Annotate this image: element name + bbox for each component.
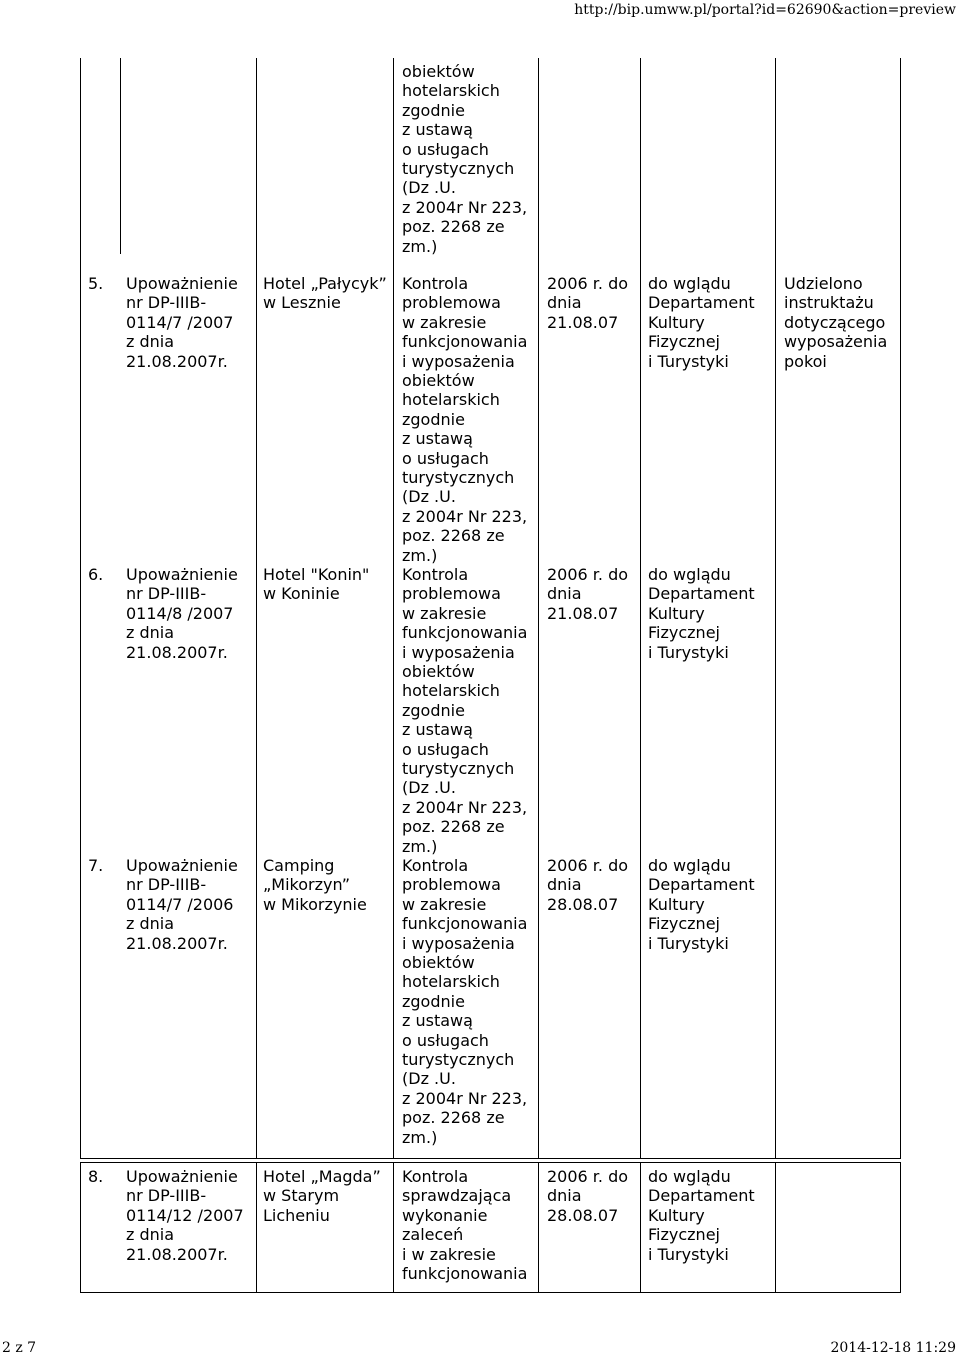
table-border <box>640 1162 641 1292</box>
table-border <box>538 58 539 1158</box>
table-border <box>538 1162 539 1292</box>
row-number: 6. <box>88 565 104 584</box>
notes-cell: Udzielono instruktażu dotyczącego wyposażenia pokoi <box>784 274 888 371</box>
page-counter: 2 z 7 <box>2 1340 37 1356</box>
recipient-cell: do wglądu Departament Kultury Fizycznej i Turystyki <box>648 856 755 953</box>
page-url: http://bip.umww.pl/portal?id=62690&action=preview <box>574 2 956 18</box>
table-border <box>120 58 121 254</box>
authorization-cell: Upoważnienie nr DP-IIIB- 0114/8 /2007 z dnia 21.08.2007r. <box>126 565 238 662</box>
row-number: 8. <box>88 1167 104 1186</box>
scope-cell: Kontrola problemowa w zakresie funkcjonowania i wyposażenia obiektów hotelarskich zgodnie z ustawą o usługach turystycznych (Dz .U. z 2004r Nr 223, poz. 2268 ze zm.) <box>402 565 528 856</box>
entity-cell: Hotel „Magda” w Starym Licheniu <box>263 1167 381 1225</box>
table-border <box>80 1162 81 1292</box>
print-datetime: 2014-12-18 11:29 <box>830 1340 956 1356</box>
table-border <box>775 1162 776 1292</box>
table-border <box>900 1162 901 1292</box>
authorization-cell: Upoważnienie nr DP-IIIB- 0114/12 /2007 z dnia 21.08.2007r. <box>126 1167 244 1264</box>
table-border <box>80 1162 901 1163</box>
row-number: 7. <box>88 856 104 875</box>
entity-cell: Hotel "Konin" w Koninie <box>263 565 370 604</box>
scope-cell: Kontrola problemowa w zakresie funkcjonowania i wyposażenia obiektów hotelarskich zgodnie z ustawą o usługach turystycznych (Dz .U. z 2004r Nr 223, poz. 2268 ze zm.) <box>402 856 528 1147</box>
period-cell: 2006 r. do dnia 28.08.07 <box>547 1167 629 1225</box>
authorization-cell: Upoważnienie nr DP-IIIB- 0114/7 /2007 z dnia 21.08.2007r. <box>126 274 238 371</box>
table-border <box>80 1158 901 1159</box>
table-border <box>900 58 901 1158</box>
table-border <box>393 1162 394 1292</box>
period-cell: 2006 r. do dnia 28.08.07 <box>547 856 629 914</box>
table-border <box>640 58 641 1158</box>
table-border <box>256 1162 257 1292</box>
period-cell: 2006 r. do dnia 21.08.07 <box>547 565 629 623</box>
table-border <box>80 58 81 1158</box>
table-border <box>393 58 394 1158</box>
scope-cell-continued: obiektów hotelarskich zgodnie z ustawą o usługach turystycznych (Dz .U. z 2004r Nr 223, poz. 2268 ze zm.) <box>402 62 528 256</box>
table-border <box>775 58 776 1158</box>
entity-cell: Camping „Mikorzyn” w Mikorzynie <box>263 856 367 914</box>
scope-cell: Kontrola problemowa w zakresie funkcjonowania i wyposażenia obiektów hotelarskich zgodnie z ustawą o usługach turystycznych (Dz .U. z 2004r Nr 223, poz. 2268 ze zm.) <box>402 274 528 565</box>
period-cell: 2006 r. do dnia 21.08.07 <box>547 274 629 332</box>
recipient-cell: do wglądu Departament Kultury Fizycznej i Turystyki <box>648 565 755 662</box>
entity-cell: Hotel „Pałycyk” w Lesznie <box>263 274 387 313</box>
scope-cell: Kontrola sprawdzająca wykonanie zaleceń i w zakresie funkcjonowania <box>402 1167 528 1284</box>
row-number: 5. <box>88 274 104 293</box>
recipient-cell: do wglądu Departament Kultury Fizycznej i Turystyki <box>648 274 755 371</box>
recipient-cell: do wglądu Departament Kultury Fizycznej i Turystyki <box>648 1167 755 1264</box>
authorization-cell: Upoważnienie nr DP-IIIB- 0114/7 /2006 z dnia 21.08.2007r. <box>126 856 238 953</box>
table-border <box>80 1292 901 1293</box>
table-border <box>256 58 257 1158</box>
